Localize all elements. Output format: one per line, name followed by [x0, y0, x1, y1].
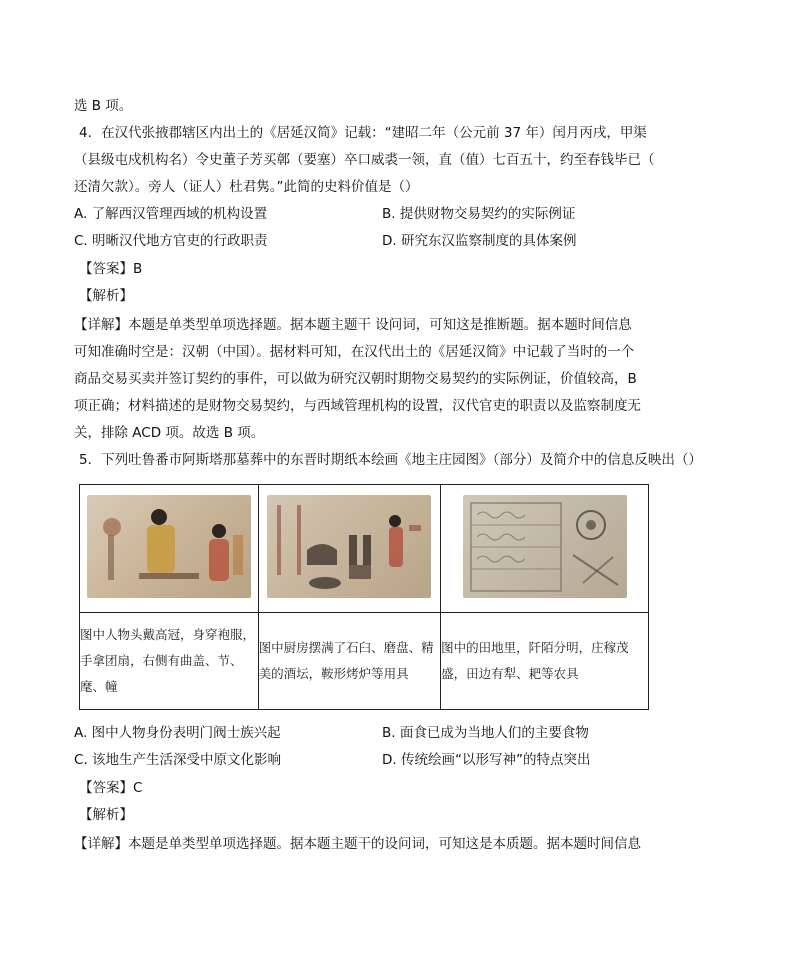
q4-detail-line-2: 可知准确时空是：汉朝（中国）。据材料可知，在汉代出土的《居延汉简》中记载了当时的一个: [74, 344, 635, 360]
q4-stem-line-1: 4．在汉代张掖郡辖区内出土的《居延汉简》记载：“建昭二年（公元前 37 年）闰月丙戌，甲渠: [79, 125, 647, 141]
q5-analysis-label: 【解析】: [79, 807, 133, 823]
q4-analysis-label: 【解析】: [79, 288, 133, 304]
q4-detail-line-1: 【详解】本题是单类型单项选择题。据本题主题干 设问词，可知这是推断题。据本题时间信息: [74, 317, 632, 333]
q4-stem-line-2: （县级屯戍机构名）令史董子芳买鄣（要塞）卒口威裘一领，直（值）七百五十，约至春钱毕已（: [74, 152, 655, 168]
q4-option-d: D. 研究东汉监察制度的具体案例: [382, 233, 577, 249]
q5-option-c: C. 该地生产生活深受中原文化影响: [74, 752, 282, 768]
q5-caption-3: 图中的田地里，阡陌分明，庄稼茂盛，田边有犁、耙等农具: [441, 640, 629, 681]
q5-image-table: [79, 484, 649, 710]
q5-option-b: B. 面食已成为当地人们的主要食物: [382, 725, 589, 741]
q5-option-a: A. 图中人物身份表明门阀士族兴起: [74, 725, 281, 741]
q5-detail-line-1: 【详解】本题是单类型单项选择题。据本题主题干的设问词，可知这是本质题。据本题时间信息: [74, 836, 641, 852]
q4-option-c: C. 明晰汉代地方官吏的行政职责: [74, 233, 268, 249]
q5-caption-2: 图中厨房摆满了石臼、磨盘、精美的酒坛，鞍形烤炉等用具: [258, 640, 434, 681]
q5-image-cell-2: [258, 485, 441, 613]
q4-option-a: A. 了解西汉管理西域的机构设置: [74, 206, 268, 222]
q5-image-cell-1: [80, 485, 259, 613]
q4-detail-line-3: 商品交易买卖并签订契约的事件，可以做为研究汉朝时期物交易契约的实际例证，价值较高，B: [74, 371, 637, 387]
q4-detail-line-4: 项正确；材料描述的是财物交易契约，与西域管理机构的设置，汉代官吏的职责以及监察制度无: [74, 398, 641, 414]
q5-image-cell-3: [441, 485, 649, 613]
painting-kitchen-image: [267, 495, 431, 598]
q5-stem: 5．下列吐鲁番市阿斯塔那墓葬中的东晋时期纸本绘画《地主庄园图》（部分）及简介中的信息反映出（）: [79, 452, 702, 468]
q4-detail-line-5: 关，排除 ACD 项。故选 B 项。: [74, 425, 265, 441]
q5-answer: 【答案】C: [79, 780, 143, 796]
q5-option-d: D. 传统绘画“以形写神”的特点突出: [382, 752, 591, 768]
previous-answer-tail: 选 B 项。: [74, 98, 133, 114]
painting-fields-image: [463, 495, 627, 598]
q4-answer: 【答案】B: [79, 261, 143, 277]
q4-stem-line-3: 还清欠款）。旁人（证人）杜君隽。”此简的史料价值是（）: [74, 179, 419, 195]
q5-caption-cell-3: [441, 613, 649, 710]
q4-option-b: B. 提供财物交易契约的实际例证: [382, 206, 576, 222]
painting-figure-with-fan-image: [87, 495, 251, 598]
q5-caption-cell-1: [80, 613, 259, 710]
q5-caption-cell-2: [258, 613, 441, 710]
q5-caption-1: 图中人物头戴高冠，身穿袍服，手拿团扇，右侧有曲盖、节、麾、幢: [80, 627, 256, 694]
